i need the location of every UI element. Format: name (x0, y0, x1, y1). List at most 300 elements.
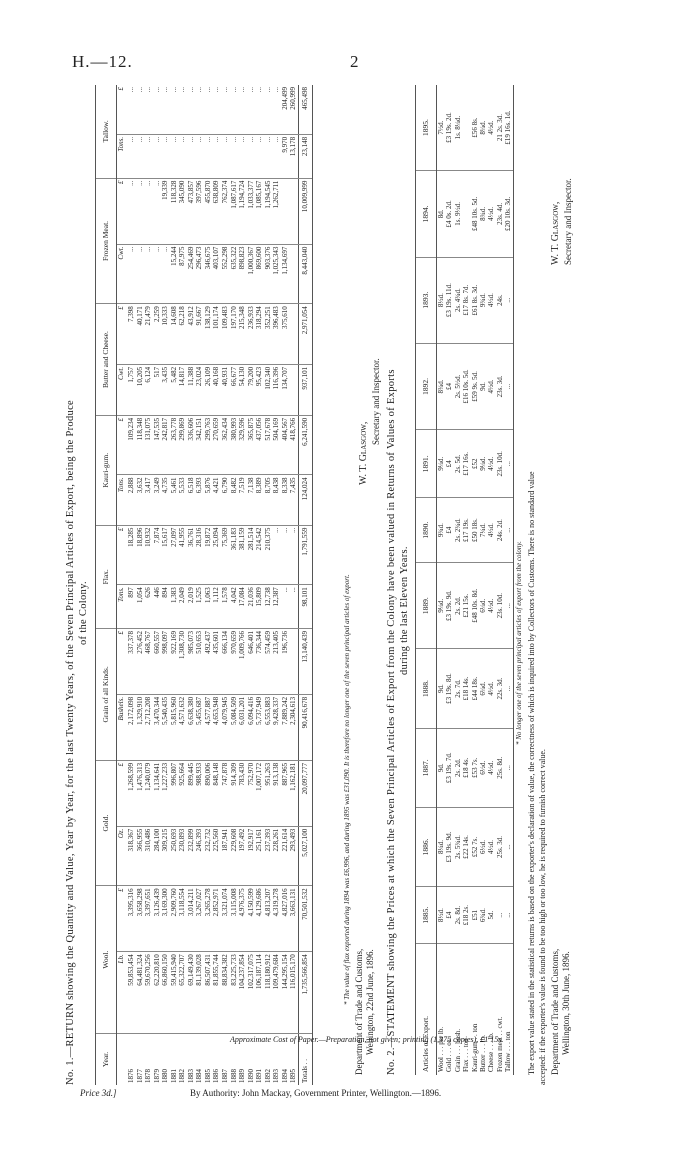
table1-cell: ... (152, 246, 161, 252)
table2-price: 9¼d. (437, 456, 445, 471)
table2-dept: Department of Trade and Customs, (550, 948, 560, 1075)
table2-price: £4 0s. 2d. (445, 200, 454, 228)
table2-price: 9¾d. (479, 293, 488, 308)
table1-cell: 3,395,316 (127, 888, 135, 917)
table2-price: 8¼d. (479, 120, 488, 135)
table1-cell: 3,435 (161, 366, 170, 383)
table1-cell: 1878 (144, 1069, 153, 1083)
table1-cell: 3,470,344 (152, 696, 161, 725)
table1-cell: 147,535 (152, 417, 161, 441)
table1-cell: ... (280, 587, 289, 593)
table2-price: 23s. 10d. (495, 451, 504, 477)
table1-cell: 1,134,641 (152, 762, 161, 791)
table2-col-header: 1890. (416, 498, 437, 563)
table1-cell: 27,097 (169, 527, 178, 547)
table1-cell: 1886 (212, 1069, 221, 1083)
table1-cell: 925,664 (178, 762, 187, 786)
table1-cell: 510,653 (195, 631, 204, 654)
table1-column-meat_val (127, 178, 298, 244)
table1-cell: ... (195, 136, 204, 143)
table1-cell: 1,757 (127, 366, 135, 383)
table1-cell: 18,285 (127, 527, 135, 547)
table1-cell: 213,405 (272, 631, 281, 654)
table1-cell: 890,006 (203, 762, 212, 786)
table1-cell: 6,031,201 (238, 696, 247, 725)
table1-cell: 5,461 (169, 477, 178, 494)
table1-unit: £ (117, 178, 128, 244)
table1-cell: 1888 (229, 1069, 238, 1083)
table1-cell: 1,240,079 (144, 762, 153, 791)
table1-cell: 251,161 (255, 828, 264, 852)
table1-col-header: Kauri-gum. (96, 415, 117, 525)
table1-col-header: Grain of all Kinds. (96, 629, 117, 761)
table1-title-line1: No. 1.—RETURN showing the Quantity and Value, Year by Year, for the last Twenty Years, of the Seven Principal Articles of Export, being the Produce (65, 399, 76, 1085)
table2-year-column (437, 257, 514, 343)
table2-price: 25s. 3d. (495, 835, 504, 858)
table1-cell: 6,638,380 (186, 696, 195, 725)
table1-column-kauri_t (127, 475, 298, 525)
table2-price: 6¼d. (479, 681, 488, 696)
table1-cell: 15,809 (255, 587, 264, 607)
table1-cell: ... (127, 246, 135, 252)
table1-cell: 40,171 (135, 306, 144, 326)
table1-cell: ... (127, 136, 135, 143)
table2-price: 8¾d. (437, 379, 445, 394)
table1-cell: 7,874 (152, 527, 161, 544)
table2-signature-name: W. T. Glasgow, (550, 201, 561, 265)
table1-cell: 1,134,697 (280, 246, 289, 275)
table1-cell (289, 181, 298, 242)
table1-cell: ... (246, 136, 255, 143)
table1-unit: £ (117, 304, 128, 365)
table2-price: £56 8s. (470, 117, 479, 138)
table1-cell: 299,869 (178, 417, 187, 441)
table1-total: 2,971,054 (298, 304, 312, 365)
table1-cell: 250,693 (169, 828, 178, 852)
table1-cell: ... (212, 87, 221, 93)
table1-cell: 7,435 (289, 477, 298, 494)
approximate-cost-note: Approximate Cost of Paper.—Preparation, not given; printing (1,375 copies), £1 15s. (230, 1035, 504, 1044)
table1-cell: 197,170 (229, 306, 238, 329)
table1-total: 23,148 (298, 134, 312, 178)
table1-total: 1,791,559 (298, 525, 312, 585)
table2-price: ... (504, 461, 513, 467)
table1-cell: ... (212, 136, 221, 143)
table1-cell: 3,417 (144, 477, 153, 494)
table1-cell (289, 247, 298, 302)
table2-price: £59 9s. 5d. (470, 371, 479, 402)
table2-price: £4 (445, 382, 454, 390)
table2-col-header: 1887. (416, 728, 437, 807)
table1-column-butter_cwt (127, 364, 298, 415)
table1-cell: ... (135, 87, 144, 93)
table1-title-line2: of the Colony. (78, 581, 89, 645)
table2-price: £3 19s. 9d. (445, 831, 454, 863)
table2-price: 24s. (495, 294, 504, 306)
table1-cell: 2,712,208 (144, 696, 153, 725)
table2-year-column (437, 728, 514, 807)
table1-cell: 246,393 (195, 828, 204, 852)
table1-cell: 517 (152, 366, 161, 378)
table2-price: ... (504, 765, 513, 771)
table2-year-column (437, 343, 514, 430)
table1-cell: 83,225,733 (229, 954, 238, 986)
table2-note-line2: accepted: if the exporter's value is found to be too high or too low, he is required to furnish correct value. (538, 749, 547, 1085)
table1-column-tallow_t (127, 134, 298, 178)
table2-price: 4½d. (487, 760, 496, 775)
table1-cell: ... (135, 136, 144, 143)
table1-cell: 1,087,617 (229, 180, 238, 209)
table1-cell: ... (263, 136, 272, 143)
table1-cell: 10,333 (161, 306, 170, 326)
table2-price: 4½d. (487, 598, 496, 613)
table1-cell: 8,389 (255, 477, 264, 494)
table1-cell: 284,100 (152, 828, 161, 852)
table2-price: 8d. (437, 209, 445, 219)
table1-cell: 102,340 (263, 366, 272, 390)
table1-cell: 237,393 (263, 828, 272, 852)
table2-price: 4½d. (487, 681, 496, 696)
table1-cell: 1892 (263, 1069, 272, 1083)
table1-cell: 5,876 (203, 477, 212, 494)
table1-cell: 88,834,382 (221, 954, 230, 986)
table1-cell: 17,084 (238, 587, 247, 607)
table1-dept: Department of Trade and Customs, (354, 948, 364, 1075)
table1-cell: ... (263, 87, 272, 93)
table1-cell: 1,112 (212, 587, 221, 603)
table1-cell: 951,263 (263, 762, 272, 786)
table2-price: 6¾d. (479, 908, 488, 923)
table1-cell: 4,129,686 (255, 888, 264, 917)
table2-dept-date: Wellington, 30th June, 1896. (561, 951, 571, 1055)
table1-cell: 1,268,599 (127, 762, 135, 791)
table2-article: Frozen meat . . cwt. (495, 1016, 504, 1072)
table2-price: 25s. 8d. (495, 756, 504, 779)
table1-cell: ... (144, 246, 153, 252)
table1-cell: 116,396 (272, 366, 281, 390)
table1-total: 70,501,532 (298, 886, 312, 952)
table2-price: 2s. 5d. (453, 454, 462, 474)
table1-cell: 1,009,766 (238, 631, 247, 659)
table1-cell: 366,955 (135, 828, 144, 852)
table1-cell: 762,374 (221, 180, 230, 204)
table1-unit: Oz. (117, 826, 128, 886)
table1-cell: 504,169 (272, 417, 281, 441)
table1-cell: 15,244 (169, 246, 178, 266)
table1-cell: 9,970 (280, 136, 289, 153)
table1-cell: 996,807 (169, 762, 178, 786)
table1-total: 90,416,678 (298, 694, 312, 760)
table2-price: £48 10s. 5d. (470, 196, 479, 231)
table1-cell: 109,479,684 (272, 954, 281, 990)
table1-cell: ... (203, 87, 212, 93)
table1-cell: 4,735 (161, 477, 170, 494)
table1-cell: 138,129 (203, 306, 212, 329)
table1-total: 124,024 (298, 475, 312, 525)
table1-cell: 309,215 (161, 828, 170, 852)
table1-col-header: Year. (96, 1034, 117, 1086)
table1-cell: 1,578 (221, 587, 230, 603)
table2-price: 8½d. (437, 293, 445, 308)
table1-cell: ... (178, 136, 187, 143)
table1-cell: 4,421 (212, 477, 221, 494)
table1-cell: 922,169 (169, 631, 178, 654)
table1-column-wool_lb (127, 952, 298, 1034)
table1-cell: 81,139,028 (195, 954, 204, 986)
table2-price: 23s. 10d. (495, 592, 504, 619)
table1-cell: 187,941 (221, 828, 230, 852)
table1-cell (289, 306, 298, 362)
table1-cell: 635,322 (229, 246, 238, 270)
table2-price: 9¼d. (479, 456, 488, 471)
table2-price: 2s. 2¾d. (453, 518, 462, 543)
table1-cell: 7,889,242 (280, 696, 289, 725)
table1-cell: 894 (161, 587, 170, 598)
table1-cell: 118,180,912 (263, 954, 272, 990)
table1-cell: 381,159 (238, 527, 247, 551)
table2-price: 1s. 8¼d. (453, 115, 462, 140)
table1-cell: 342,151 (195, 417, 204, 441)
table2-price: 4½d. (487, 206, 496, 221)
table1-unit: £ (117, 629, 128, 695)
table1-cell: 276,452 (135, 631, 144, 654)
table1-unit: Tons. (117, 475, 128, 525)
table1-cell: 28,316 (195, 527, 204, 547)
table1-cell: 228,261 (272, 828, 281, 852)
table1-signature-name: W. T. Glasgow, (358, 421, 369, 485)
table1-cell: 1879 (152, 1069, 161, 1083)
table1-cell: 3,267,027 (195, 888, 204, 917)
table1-units-row (117, 85, 128, 1085)
table1-cell: 69,149,430 (186, 954, 195, 986)
table1-cell: 869,600 (255, 246, 264, 270)
table1-total: 1,735,566,854 (298, 952, 312, 1034)
table1-cell: 3,321,074 (221, 888, 230, 917)
table2-price: £17 16s. (462, 451, 471, 476)
table1-cell: ... (221, 87, 230, 93)
table1-cell: 6,124 (144, 366, 153, 383)
table2-price: 9d. (437, 684, 445, 693)
table1-cell: 404,567 (280, 417, 289, 441)
table1-cell: 81,855,744 (212, 954, 221, 986)
table1-cell: ... (272, 527, 281, 533)
table2-price: 21 2s. 3d. (495, 113, 504, 142)
table1-cell: 40,931 (221, 366, 230, 387)
table1-cell: 6,393 (195, 477, 204, 494)
table2-price: 4½d. (487, 839, 496, 854)
table2-col-header: 1888. (416, 649, 437, 728)
table2-price: £19 16s. 1d. (504, 110, 513, 145)
table1-cell: ... (280, 527, 289, 533)
table1-cell: ... (161, 136, 170, 143)
table1-cell: 492,437 (203, 631, 212, 654)
table1-cell: 225,560 (212, 828, 221, 852)
table1-cell: 118,348 (135, 417, 144, 441)
table1-cell: 79,200 (246, 366, 255, 387)
table2-price: 8¼d. (437, 839, 445, 854)
table1-cell: 2,304,613 (289, 696, 298, 725)
table1-cell: 1,025,343 (272, 246, 281, 275)
table1-column-kauri_val (127, 415, 298, 475)
table2-price: ... (504, 685, 513, 692)
table1-cell: 913,138 (272, 762, 281, 786)
table2-price: £17 8s. 7d. (462, 284, 471, 316)
table1-column-flax_t (127, 585, 298, 629)
table1-cell: ... (161, 87, 170, 93)
table1-unit: £ (117, 525, 128, 585)
table1-cell: 43,912 (186, 306, 195, 326)
table1-cell: 2,019 (186, 587, 195, 603)
table1-cell: 752,970 (246, 762, 255, 786)
table1-cell: 361,183 (229, 527, 238, 551)
table2-price: ... (495, 912, 504, 918)
table1-cell: 898,823 (238, 246, 247, 270)
table1-cell: ... (144, 180, 153, 186)
table2-col-header: 1885. (416, 887, 437, 944)
table2-price: £53 7s. (470, 757, 479, 778)
table1-cell: 8,438 (272, 477, 281, 494)
table1-cell: 210,375 (263, 527, 272, 551)
table2-col-header: 1893. (416, 257, 437, 343)
table2-col-header: Articles of Export. (416, 944, 437, 1075)
table1-cell: 260,999 (289, 87, 298, 110)
table1-cell: 18,896 (135, 527, 144, 547)
table1-cell: 638,809 (212, 180, 221, 204)
table1-cell: 5,533 (178, 477, 187, 494)
table1-col-header: Frozen Meat. (96, 178, 117, 304)
table1-cell: 3,632 (135, 477, 144, 494)
table1-cell: 318,294 (255, 306, 264, 329)
table2-year-column (437, 85, 514, 171)
table1-cell: 1880 (161, 1069, 170, 1083)
table1-cell: 12,738 (263, 587, 272, 607)
table1-cell: 9,428,337 (272, 696, 281, 725)
table1-cell: 2,909,760 (169, 888, 178, 917)
table1-cell: 1891 (255, 1069, 264, 1083)
table1-cell: 418,766 (289, 417, 298, 441)
table2-year-column (437, 171, 514, 258)
table1-cell: 221,614 (280, 828, 289, 852)
table1-cell: 3,126,439 (152, 888, 161, 917)
table2-year-column (437, 430, 514, 498)
table1-cell: 95,423 (255, 366, 264, 387)
table1-cell: 2,172,098 (127, 696, 135, 725)
table1-cell: ... (144, 136, 153, 143)
table2-price: £52 (470, 458, 479, 470)
table1-cell: 1889 (238, 1069, 247, 1083)
table1-cell: 3,014,211 (186, 888, 195, 917)
table1-cell: 215,348 (238, 306, 247, 329)
table1-cell: 403,107 (212, 246, 221, 270)
table1-cell: 12,387 (272, 587, 281, 607)
table2-price: 5d. (487, 910, 496, 920)
table2-price: £18 4s. (462, 757, 471, 778)
table1-cell: 4,827,016 (280, 888, 289, 917)
table1-cell: 646,401 (246, 631, 255, 654)
table1-cell: 1,007,172 (255, 762, 264, 791)
table1-cell: 232,732 (203, 828, 212, 852)
table1-cell: 626 (144, 587, 153, 598)
table1-data-row (127, 85, 298, 1085)
table2-price: 9d. (437, 763, 445, 773)
table1-cell: ... (169, 136, 178, 143)
table1-cell: 64,481,324 (135, 954, 144, 986)
table1-cell: 4,042 (229, 587, 238, 603)
table1-unit (117, 1034, 128, 1086)
table1-cell: 54,130 (238, 366, 247, 387)
rotated-content (62, 85, 642, 1085)
table1-cell: ... (255, 87, 264, 93)
table2-price: £3 19s. 11d. (445, 283, 454, 318)
table1-cell: 2,852,971 (212, 888, 221, 917)
table1-cell: ... (161, 246, 170, 252)
table1-cell (281, 181, 290, 242)
table1-cell: 14,608 (169, 306, 178, 326)
table1-column-grain_val (127, 629, 298, 695)
table1-cell: 310,486 (144, 828, 153, 852)
table2-price: £21 15s. (462, 593, 471, 618)
table1-cell: 86,507,431 (203, 954, 212, 986)
table2-price: 24s. 2d. (495, 519, 504, 542)
table1-cell: ... (229, 136, 238, 143)
table1-cell (289, 367, 298, 413)
table1-cell: 4,813,207 (263, 888, 272, 917)
table1-cell: 435,601 (212, 631, 221, 654)
table1-cell: 1895 (289, 1069, 298, 1083)
table1-total: 6,241,590 (298, 415, 312, 475)
table1-cell: 3,265,278 (203, 888, 212, 917)
table1-footnote: * The value of flax exported during 1894 was £6,996, and during 1895 was £31,090. It is therefore no longer one of the seven principal articles of export. (343, 574, 351, 1005)
table1-cell: ... (272, 87, 281, 93)
table1-cell: 8,482 (229, 477, 238, 494)
table2-article: Gold . . . oz. (445, 1037, 454, 1072)
table2-article: Cheese . . . lb. (487, 1032, 496, 1072)
table1-total: 10,009,999 (298, 178, 312, 244)
table2-article: Butter . . . lb. (479, 1035, 488, 1072)
table1-cell: 144,295,154 (280, 954, 289, 990)
table1-cell: 4,150,599 (246, 888, 255, 917)
table1-cell: 2,049 (178, 587, 187, 603)
table1-column-wool_val (127, 886, 298, 952)
table1-unit: £ (117, 415, 128, 475)
table1-cell: 380,993 (229, 417, 238, 441)
table1-cell: 21,479 (144, 306, 153, 326)
table1-cell: 5,737,949 (255, 696, 264, 725)
table1-cell: 329,596 (238, 417, 247, 441)
table2-price: £4 (445, 460, 454, 468)
table1-cell: 6,518 (186, 477, 195, 494)
table1-column-gold_val (127, 760, 298, 826)
table1-cell: 3,397,651 (144, 888, 153, 917)
table2-price: £3 19s. 7d. (445, 752, 454, 784)
table1-unit: Lb. (117, 952, 128, 1034)
table1-cell: ... (127, 180, 135, 186)
table1-cell: 365,875 (246, 417, 255, 441)
table2-year-column (437, 649, 514, 728)
table1-column-grain_bu (127, 694, 298, 760)
table1-cell: 1876 (127, 1069, 135, 1083)
table1-signature-title: Secretary and Inspector. (371, 358, 381, 445)
table1-cell: 1885 (203, 1069, 212, 1083)
table2-price: £44 18s. (470, 676, 479, 701)
table1-cell: ... (144, 87, 153, 93)
table2-price: 6½d. (479, 760, 488, 775)
price-note: Price 3d.] (80, 1088, 117, 1098)
table1-cell: 1890 (246, 1069, 255, 1083)
table1-cell: 59,415,940 (169, 954, 178, 986)
table1-cell: 517,678 (263, 417, 272, 441)
table1-total: 5,027,100 (298, 826, 312, 886)
